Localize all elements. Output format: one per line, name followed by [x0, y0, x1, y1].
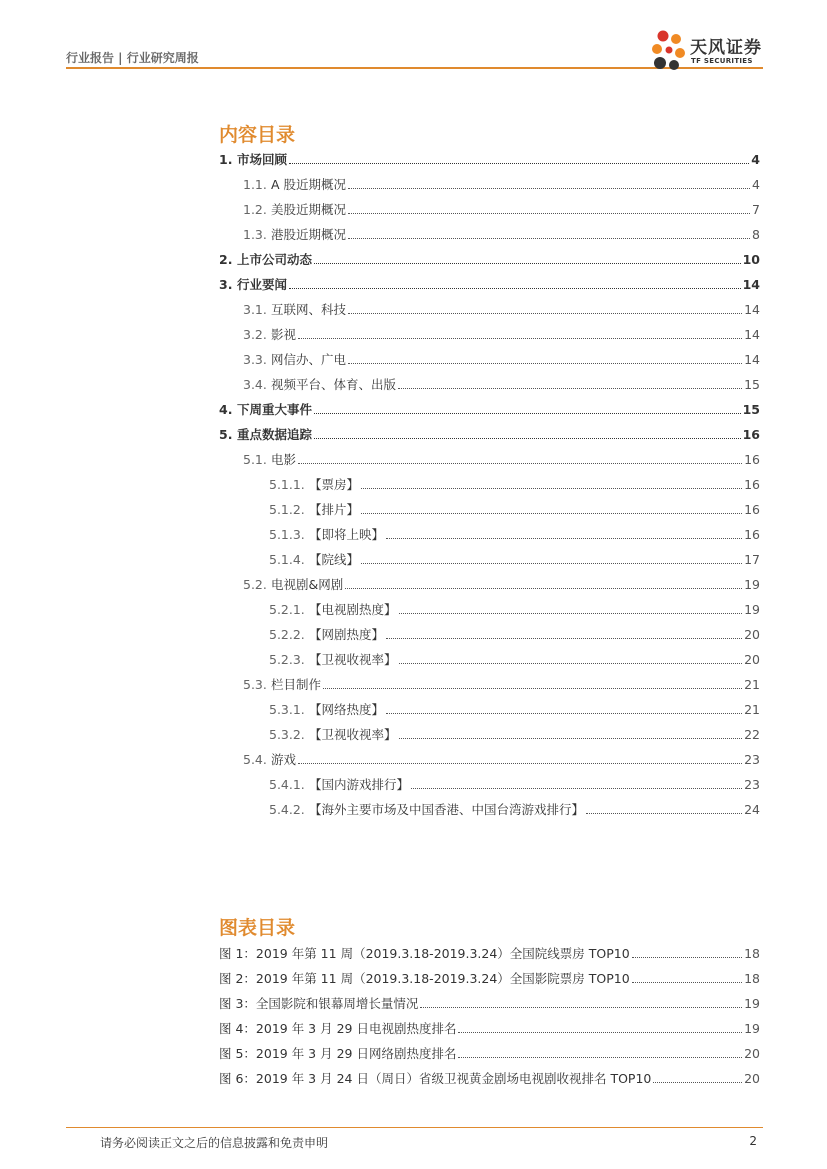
toc-entry-page: 24 [744, 802, 760, 817]
company-logo [650, 28, 765, 72]
toc-entry-number: 4. [219, 402, 233, 417]
toc-entry[interactable] [269, 527, 760, 543]
toc-entry-page: 10 [742, 252, 760, 267]
toc-entry-label: 市场回顾 [237, 152, 288, 167]
toc-entry-label: 【票房】 [309, 477, 360, 492]
toc-entry-number: 5.2.2. [269, 627, 305, 642]
toc-entry-label: 电影 [271, 452, 297, 467]
toc-entry-label: 【国内游戏排行】 [309, 777, 410, 792]
toc-entry[interactable] [243, 577, 760, 593]
figure-entry-page: 18 [744, 971, 760, 986]
toc-entry[interactable] [243, 677, 760, 693]
toc-entry-page: 23 [744, 752, 760, 767]
toc-entry-number: 3.3. [243, 352, 267, 367]
toc-entry-number: 5.2.1. [269, 602, 305, 617]
toc-entry-label: 港股近期概况 [271, 227, 347, 242]
toc-entry-label: 【海外主要市场及中国香港、中国台湾游戏排行】 [309, 802, 585, 817]
toc-entry-label: 视频平台、体育、出版 [271, 377, 397, 392]
toc-entry-number: 5.1. [243, 452, 267, 467]
toc-entry-page: 19 [744, 577, 760, 592]
toc-entry-number: 5.1.2. [269, 502, 305, 517]
figure-entry[interactable] [219, 1071, 760, 1087]
dot-leader [653, 1082, 742, 1083]
toc-entry-number: 1. [219, 152, 233, 167]
toc-entry[interactable] [269, 627, 760, 643]
toc-entry-label: 电视剧&网剧 [271, 577, 344, 592]
toc-entry-number: 5.4.1. [269, 777, 305, 792]
toc-entry-number: 1.3. [243, 227, 267, 242]
header-breadcrumb: 行业报告 | 行业研究周报 [66, 51, 199, 65]
figure-entry[interactable] [219, 971, 760, 987]
toc-entry[interactable] [219, 277, 760, 293]
toc-entry-page: 14 [744, 302, 760, 317]
dot-leader [345, 588, 742, 589]
toc-entry-page: 4 [751, 152, 760, 167]
toc-entry-number: 5.3.1. [269, 702, 305, 717]
toc-entry[interactable] [243, 377, 760, 393]
toc-entry[interactable] [243, 202, 760, 218]
toc-entry[interactable] [243, 302, 760, 318]
dot-leader [458, 1032, 742, 1033]
toc-entry-number: 5.1.3. [269, 527, 305, 542]
toc-entry-label: 【网剧热度】 [309, 627, 385, 642]
toc-entry-page: 14 [742, 277, 760, 292]
toc-entry-label: 【排片】 [309, 502, 360, 517]
figure-entry-page: 20 [744, 1071, 760, 1086]
toc-entry-page: 23 [744, 777, 760, 792]
toc-entry[interactable] [243, 327, 760, 343]
dot-leader [399, 738, 743, 739]
toc-entry-number: 5.4.2. [269, 802, 305, 817]
toc-entry-number: 5.3.2. [269, 727, 305, 742]
dot-leader [361, 488, 742, 489]
dot-leader [314, 263, 741, 264]
toc-entry-page: 16 [742, 427, 760, 442]
figure-entry-label: 图 5：2019 年 3 月 29 日网络剧热度排名 [219, 1046, 457, 1061]
toc-entry[interactable] [269, 777, 760, 793]
figure-entry-page: 20 [744, 1046, 760, 1061]
toc-entry[interactable] [269, 652, 760, 668]
toc-entry-page: 16 [744, 477, 760, 492]
toc-entry-label: 重点数据追踪 [237, 427, 313, 442]
toc-entry-page: 21 [744, 677, 760, 692]
toc-entry-page: 8 [752, 227, 760, 242]
toc-entry-page: 17 [744, 552, 760, 567]
toc-entry-page: 14 [744, 327, 760, 342]
page-number: 2 [749, 1134, 757, 1148]
toc-entry-label: 【卫视收视率】 [309, 727, 397, 742]
toc-entry-number: 5.4. [243, 752, 267, 767]
dot-leader [399, 663, 743, 664]
figure-entry[interactable] [219, 1021, 760, 1037]
toc-entry-number: 5. [219, 427, 233, 442]
toc-entry[interactable] [269, 802, 760, 818]
footer-disclaimer: 请务必阅读正文之后的信息披露和免责申明 [100, 1136, 329, 1150]
toc-entry-number: 3.2. [243, 327, 267, 342]
figure-entry[interactable] [219, 996, 760, 1012]
figure-entry[interactable] [219, 1046, 760, 1062]
dot-leader [632, 957, 742, 958]
toc-entry-page: 16 [744, 527, 760, 542]
toc-entry-label: 【院线】 [309, 552, 360, 567]
toc-entry-label: 【网络热度】 [309, 702, 385, 717]
toc-entry[interactable] [243, 752, 760, 768]
toc-entry[interactable] [243, 352, 760, 368]
dot-leader [411, 788, 742, 789]
dot-leader [586, 813, 742, 814]
toc-entry-page: 20 [744, 652, 760, 667]
toc-entry-label: 栏目制作 [271, 677, 322, 692]
figure-entry-label: 图 4：2019 年 3 月 29 日电视剧热度排名 [219, 1021, 457, 1036]
toc-entry-number: 2. [219, 252, 233, 267]
dot-leader [399, 613, 743, 614]
dot-leader [298, 763, 742, 764]
toc-entry[interactable] [219, 402, 760, 418]
logo-english-name: TF SECURITIES [691, 57, 753, 65]
toc-entry-page: 4 [752, 177, 760, 192]
toc-entry-number: 3.4. [243, 377, 267, 392]
toc-entry-number: 1.2. [243, 202, 267, 217]
dot-leader [361, 563, 742, 564]
toc-entry-number: 5.2. [243, 577, 267, 592]
toc-entry-label: 行业要闻 [237, 277, 288, 292]
toc-entry-label: 美股近期概况 [271, 202, 347, 217]
dot-leader [323, 688, 742, 689]
dot-leader [298, 338, 742, 339]
toc-entry[interactable] [219, 427, 760, 443]
toc-entry[interactable] [243, 177, 760, 193]
toc-entry-label: 【卫视收视率】 [309, 652, 397, 667]
toc-entry[interactable] [269, 552, 760, 568]
dot-leader [348, 213, 750, 214]
toc-entry-label: 游戏 [271, 752, 297, 767]
dot-leader [386, 538, 742, 539]
dot-leader [314, 413, 741, 414]
toc-entry-page: 20 [744, 627, 760, 642]
toc-entry-number: 1.1. [243, 177, 267, 192]
toc-entry[interactable] [243, 452, 760, 468]
flower-logo-icon [650, 28, 690, 72]
toc-entry[interactable] [269, 602, 760, 618]
dot-leader [386, 638, 742, 639]
toc-entry-page: 16 [744, 502, 760, 517]
dot-leader [298, 463, 742, 464]
toc-entry-number: 3.1. [243, 302, 267, 317]
figure-entry[interactable] [219, 946, 760, 962]
figures-title: 图表目录 [219, 917, 296, 939]
toc-entry-page: 19 [744, 602, 760, 617]
figure-entry-label: 图 2：2019 年第 11 周（2019.3.18-2019.3.24）全国影院票房 TOP10 [219, 971, 630, 986]
toc-entry[interactable] [219, 252, 760, 268]
dot-leader [632, 982, 742, 983]
footer-divider [66, 1127, 763, 1128]
toc-entry-label: 上市公司动态 [237, 252, 313, 267]
toc-entry-page: 15 [742, 402, 760, 417]
toc-entry[interactable] [269, 702, 760, 718]
toc-entry-number: 5.3. [243, 677, 267, 692]
dot-leader [348, 238, 750, 239]
dot-leader [289, 163, 749, 164]
toc-entry-number: 5.1.4. [269, 552, 305, 567]
dot-leader [420, 1007, 742, 1008]
dot-leader [289, 288, 741, 289]
figure-entry-label: 图 1：2019 年第 11 周（2019.3.18-2019.3.24）全国院线票房 TOP10 [219, 946, 630, 961]
toc-entry[interactable] [243, 227, 760, 243]
toc-entry-label: 下周重大事件 [237, 402, 313, 417]
toc-entry-number: 5.1.1. [269, 477, 305, 492]
toc-entry[interactable] [219, 152, 760, 168]
toc-entry-page: 21 [744, 702, 760, 717]
figure-entry-label: 图 3：全国影院和银幕周增长量情况 [219, 996, 419, 1011]
toc-entry[interactable] [269, 502, 760, 518]
toc-title: 内容目录 [219, 124, 296, 146]
dot-leader [314, 438, 741, 439]
toc-entry-label: 【电视剧热度】 [309, 602, 397, 617]
toc-entry-page: 15 [744, 377, 760, 392]
dot-leader [458, 1057, 742, 1058]
toc-entry-label: 互联网、科技 [271, 302, 347, 317]
toc-entry-number: 5.2.3. [269, 652, 305, 667]
toc-entry-number: 3. [219, 277, 233, 292]
toc-entry-page: 7 [752, 202, 760, 217]
toc-entry-page: 14 [744, 352, 760, 367]
dot-leader [361, 513, 742, 514]
figure-entry-page: 19 [744, 996, 760, 1011]
figure-entry-page: 19 [744, 1021, 760, 1036]
dot-leader [348, 313, 742, 314]
figure-entry-page: 18 [744, 946, 760, 961]
dot-leader [348, 363, 742, 364]
figure-entry-label: 图 6：2019 年 3 月 24 日（周日）省级卫视黄金剧场电视剧收视排名 TOP10 [219, 1071, 652, 1086]
logo-chinese-name: 天风证券 [690, 38, 762, 58]
toc-entry-label: A 股近期概况 [271, 177, 347, 192]
dot-leader [398, 388, 742, 389]
dot-leader [348, 188, 750, 189]
toc-entry-page: 16 [744, 452, 760, 467]
dot-leader [386, 713, 742, 714]
toc-entry-page: 22 [744, 727, 760, 742]
toc-entry-label: 【即将上映】 [309, 527, 385, 542]
toc-entry[interactable] [269, 727, 760, 743]
toc-entry-label: 影视 [271, 327, 297, 342]
toc-entry-label: 网信办、广电 [271, 352, 347, 367]
toc-entry[interactable] [269, 477, 760, 493]
